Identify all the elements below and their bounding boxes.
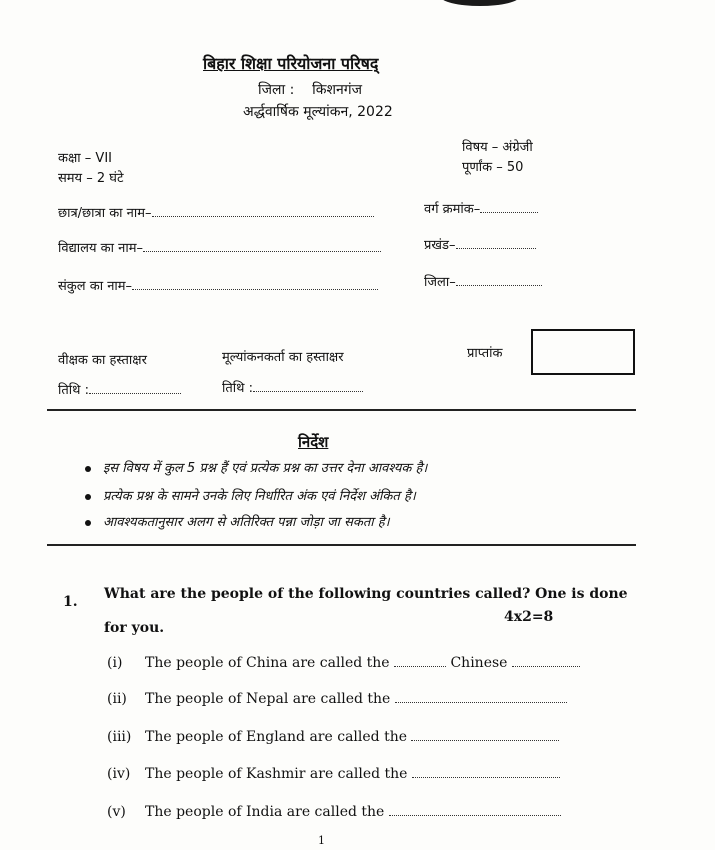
instruction-item bbox=[85, 512, 390, 530]
question-text-line1: What are the people of the following countries called? One is done bbox=[104, 586, 628, 602]
question-text-line2: for you. bbox=[104, 620, 165, 636]
item-number: (ii) bbox=[107, 691, 127, 707]
date2-line[interactable] bbox=[253, 390, 363, 392]
item-text: The people of India are called the bbox=[145, 804, 385, 820]
bullet-icon bbox=[85, 520, 91, 526]
answer-line[interactable] bbox=[389, 814, 561, 816]
student-name-field[interactable] bbox=[58, 203, 374, 221]
instruction-text: आवश्यकतानुसार अलग से अतिरिक्त पन्ना जोड़ा जा सकता है। bbox=[103, 515, 390, 530]
scan-mark bbox=[440, 0, 520, 6]
instruction-text: प्रत्येक प्रश्न के सामने उनके लिए निर्धारित अंक एवं निर्देश अंकित है। bbox=[103, 489, 416, 504]
cluster-name-line[interactable] bbox=[132, 288, 378, 290]
instructions-title: निर्देश bbox=[298, 433, 329, 451]
district-field[interactable] bbox=[424, 272, 542, 290]
time-label: समय – 2 घंटे bbox=[58, 171, 124, 186]
question-item bbox=[107, 729, 559, 745]
example-answer: Chinese bbox=[450, 655, 508, 671]
divider-bottom bbox=[47, 544, 636, 546]
date2-label: तिथि : bbox=[222, 381, 253, 396]
block-field[interactable] bbox=[424, 235, 536, 253]
item-number: (iii) bbox=[107, 729, 132, 745]
invigilator-signature-label: वीक्षक का हस्ताक्षर bbox=[58, 353, 147, 368]
question-item bbox=[107, 655, 580, 671]
item-number: (v) bbox=[107, 804, 126, 820]
question-item bbox=[107, 691, 567, 707]
cluster-name-field[interactable] bbox=[58, 276, 378, 294]
district-heading bbox=[258, 80, 362, 99]
question-number: 1. bbox=[63, 594, 78, 610]
question-item bbox=[107, 766, 560, 782]
block-line[interactable] bbox=[456, 247, 536, 249]
evaluator-signature-label: मूल्यांकनकर्ता का हस्ताक्षर bbox=[222, 350, 344, 365]
class-label: कक्षा – VII bbox=[58, 151, 112, 166]
date1-label: तिथि : bbox=[58, 383, 89, 398]
instruction-item bbox=[85, 486, 416, 504]
school-name-line[interactable] bbox=[143, 250, 381, 252]
item-text: The people of Kashmir are called the bbox=[145, 766, 408, 782]
district-field-label: जिला– bbox=[424, 275, 456, 290]
roll-no-line[interactable] bbox=[480, 211, 538, 213]
question-item bbox=[107, 804, 561, 820]
instruction-text: इस विषय में कुल 5 प्रश्न हैं एवं प्रत्येक प्रश्न का उत्तर देना आवश्यक है। bbox=[103, 461, 428, 476]
item-text: The people of Nepal are called the bbox=[145, 691, 391, 707]
district-value: किशनगंज bbox=[312, 82, 363, 98]
district-field-line[interactable] bbox=[456, 284, 542, 286]
board-title: बिहार शिक्षा परियोजना परिषद् bbox=[203, 54, 379, 73]
answer-line[interactable] bbox=[411, 739, 559, 741]
page-number: 1 bbox=[318, 834, 325, 847]
full-marks-label: पूर्णांक – 50 bbox=[462, 160, 524, 175]
roll-no-field[interactable] bbox=[424, 199, 538, 217]
bullet-icon bbox=[85, 466, 91, 472]
item-number: (iv) bbox=[107, 766, 131, 782]
subject-label: विषय – अंग्रेजी bbox=[462, 140, 533, 155]
school-name-field[interactable] bbox=[58, 238, 381, 256]
exam-title: अर्द्धवार्षिक मूल्यांकन, 2022 bbox=[243, 104, 393, 120]
marks-obtained-label: प्राप्तांक bbox=[467, 346, 503, 361]
item-text: The people of England are called the bbox=[145, 729, 407, 745]
block-label: प्रखंड– bbox=[424, 238, 456, 253]
student-name-label: छात्र/छात्रा का नाम– bbox=[58, 206, 152, 221]
student-name-line[interactable] bbox=[152, 215, 374, 217]
marks-obtained-box[interactable] bbox=[531, 329, 635, 375]
district-label: जिला : bbox=[258, 82, 295, 98]
item-number: (i) bbox=[107, 655, 123, 671]
cluster-name-label: संकुल का नाम– bbox=[58, 279, 133, 294]
answer-line bbox=[512, 665, 580, 667]
date1-field[interactable] bbox=[58, 380, 181, 398]
answer-line[interactable] bbox=[412, 776, 560, 778]
date1-line[interactable] bbox=[89, 392, 181, 394]
instruction-item bbox=[85, 458, 427, 476]
bullet-icon bbox=[85, 494, 91, 500]
divider-top bbox=[47, 409, 636, 411]
answer-line[interactable] bbox=[395, 701, 567, 703]
school-name-label: विद्यालय का नाम– bbox=[58, 241, 143, 256]
roll-no-label: वर्ग क्रमांक– bbox=[424, 202, 481, 217]
item-text: The people of China are called the bbox=[145, 655, 390, 671]
question-marks: 4x2=8 bbox=[504, 609, 554, 625]
date2-field[interactable] bbox=[222, 378, 363, 396]
answer-line bbox=[394, 665, 446, 667]
